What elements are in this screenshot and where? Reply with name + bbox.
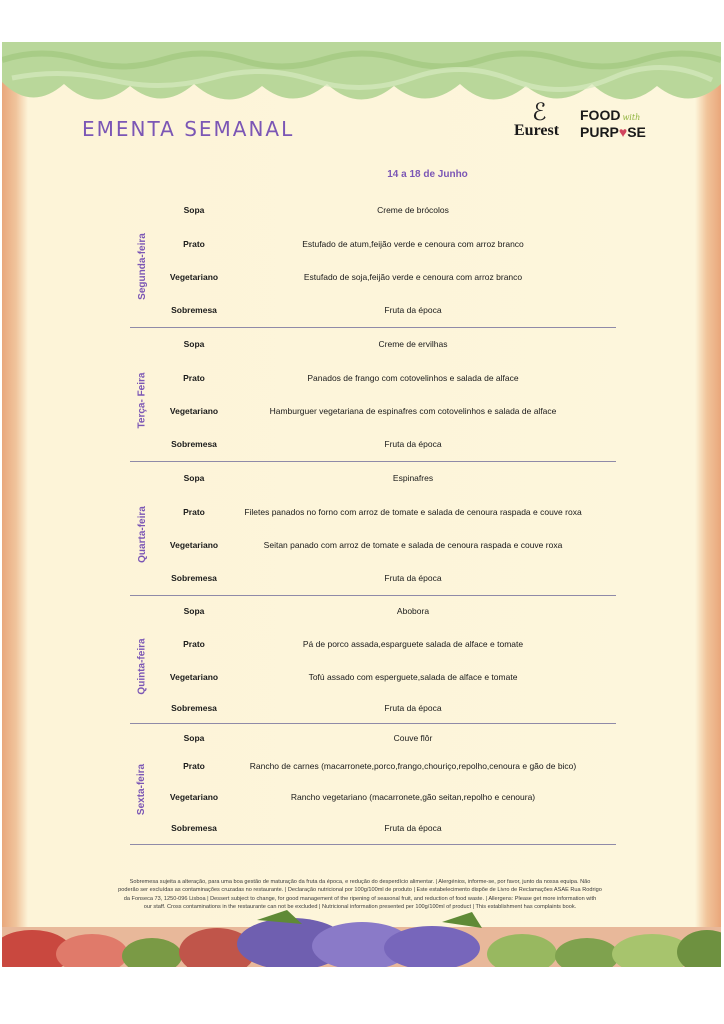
day-label: Sexta-feira [136, 763, 148, 815]
menu-row-vegetariano: Vegetariano Estufado de soja,feijão verde e cenoura com arroz branco [169, 272, 523, 282]
day-divider [130, 595, 616, 596]
menu-row-sopa: Sopa Creme de brócolos [183, 205, 449, 215]
eurest-mark-icon: ℰ [532, 98, 547, 126]
menu-row-sobremesa: Sobremesa Fruta da época [171, 439, 442, 449]
menu-row-prato: Prato Panados de frango com cotovelinhos e salada de alface [183, 373, 519, 383]
menu-row-sobremesa: Sobremesa Fruta da época [171, 305, 442, 315]
menu-row-sopa: Sopa Espinafres [183, 473, 434, 483]
page-title: EMENTA SEMANAL [82, 117, 295, 141]
day-label: Quarta-feira [136, 505, 148, 563]
menu-row-prato: Prato Filetes panados no forno com arroz de tomate e salada de cenoura raspada e couve roxa [183, 507, 582, 517]
day-divider [130, 844, 616, 845]
menu-page [2, 42, 721, 967]
menu-row-sobremesa: Sobremesa Fruta da época [171, 573, 442, 583]
menu-row-sobremesa: Sobremesa Fruta da época [171, 703, 442, 713]
heart-icon: ♥ [618, 124, 628, 140]
menu-row-sopa: Sopa Abobora [183, 606, 430, 616]
menu-row-sobremesa: Sobremesa Fruta da época [171, 823, 442, 833]
day-tuesday [130, 336, 616, 464]
menu-row-vegetariano: Vegetariano Rancho vegetariano (macarronete,gão seitan,repolho e cenoura) [169, 792, 536, 802]
menu-row-sopa: Sopa Creme de ervilhas [183, 339, 448, 349]
menu-row-prato: Prato Rancho de carnes (macarronete,porco,frango,chouriço,repolho,cenoura e gão de bico) [183, 761, 577, 771]
day-friday [130, 730, 616, 848]
day-label: Quinta-feira [136, 637, 148, 695]
menu-row-prato: Prato Pá de porco assada,esparguete salada de alface e tomate [183, 639, 524, 649]
eurest-logo: ℰ Eurest [514, 98, 560, 139]
footer-notice: Sobremesa sujeita a alteração, para uma boa gestão de maturação da fruta da época, e redução do desperdício alimentar. | Alergénios, informe-se, por favor, junto da nossa equipa. Não poderão ser excluídas as contaminações cruzadas no restaurante. | Declaração nutricional por 100g/100ml de produto | Este estabelecimento dispõe de Livro de Reclamações ASAE Rua Rodrigo da Fonseca 73, 1250-096 Lisboa | Dessert subject to change, for good management of the ripening of seasonal fruit, and reduction of food waste. | Allergens: Please get more information with our staff. Cross contaminations in the restaurante can not be excluded | Nutricional information presented per 100g/100ml of product | This establishment has complaints book. [118, 879, 602, 911]
menu-row-sopa: Sopa Couve flôr [183, 733, 433, 743]
day-thursday [130, 603, 616, 729]
day-label: Terça- Feira [136, 372, 148, 428]
day-divider [130, 723, 616, 724]
menu-row-vegetariano: Vegetariano Hamburguer vegetariana de espinafres com cotovelinhos e salada de alface [169, 406, 557, 416]
menu-row-prato: Prato Estufado de atum,feijão verde e cenoura com arroz branco [183, 239, 524, 249]
day-label: Segunda-feira [136, 232, 148, 300]
day-monday [130, 202, 616, 330]
day-divider [130, 461, 616, 462]
menu-row-vegetariano: Vegetariano Seitan panado com arroz de tomate e salada de cenoura raspada e couve roxa [169, 540, 563, 550]
leaves-border [2, 42, 721, 112]
day-wednesday [130, 470, 616, 598]
day-divider [130, 327, 616, 328]
week-label: 14 a 18 de Junho [387, 169, 468, 180]
food-with-purpose-logo: FOOD with PURP♥SE [580, 107, 646, 140]
menu-row-vegetariano: Vegetariano Tofú assado com esperguete,salada de alface e tomate [169, 672, 518, 682]
